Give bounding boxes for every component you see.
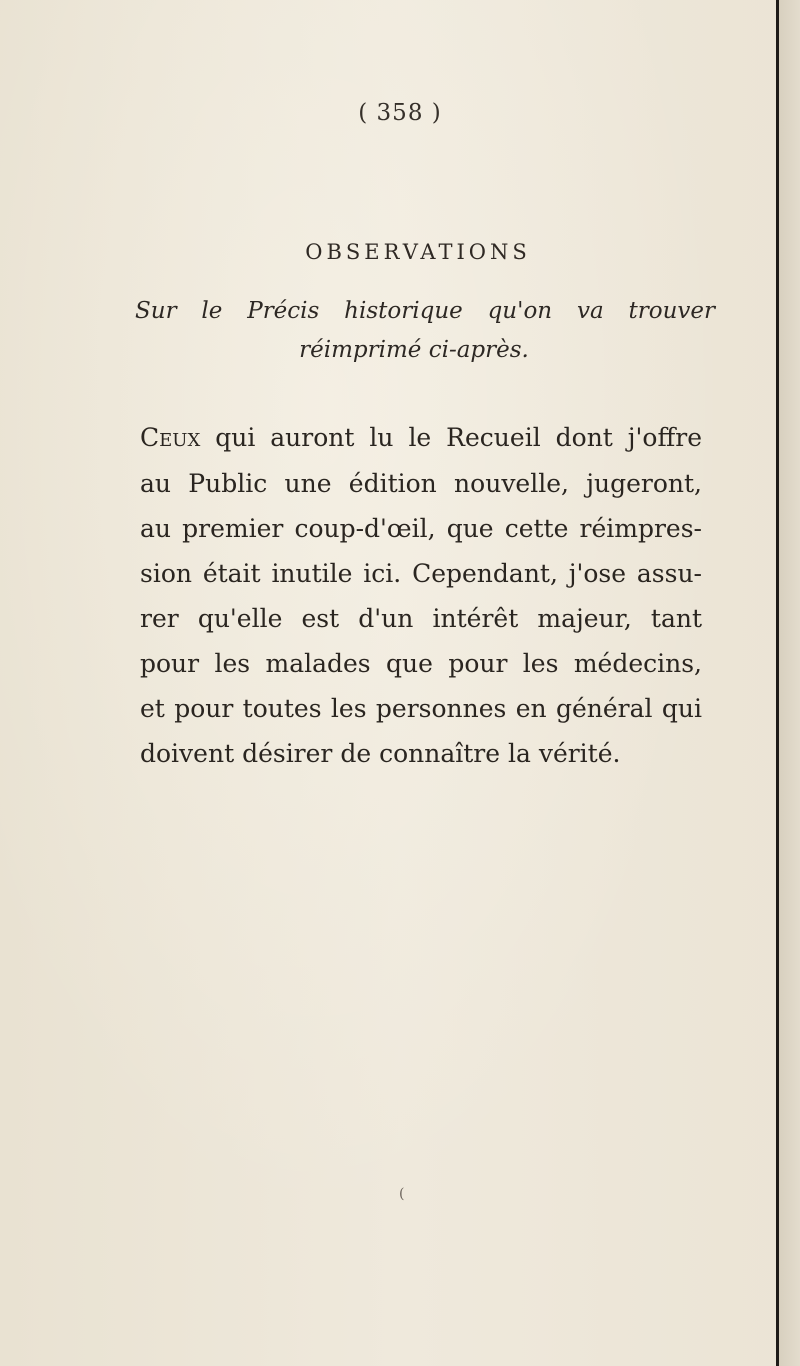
body-line-6: pour les malades que pour les médecins, bbox=[140, 649, 702, 678]
page-number: ( 358 ) bbox=[358, 100, 442, 126]
body-line-1 bbox=[140, 421, 702, 455]
drop-small-caps bbox=[140, 423, 702, 452]
subtitle-line-1: Sur le Précis historique qu'on va trouver bbox=[135, 298, 715, 324]
body-line-5: rer qu'elle est d'un intérêt majeur, tant bbox=[140, 604, 702, 633]
section-heading: OBSERVATIONS bbox=[305, 240, 531, 264]
body-line-4: sion était inutile ici. Cependant, j'ose assu- bbox=[140, 559, 702, 588]
stray-mark: ( bbox=[399, 1186, 405, 1202]
body-line-2: au Public une édition nouvelle, jugeront, bbox=[140, 469, 702, 498]
subtitle-line-2: réimprimé ci-après. bbox=[299, 337, 529, 363]
body-line-3: au premier coup-d'œil, que cette réimpres- bbox=[140, 514, 702, 543]
page-edge-strip bbox=[779, 0, 800, 1366]
printer-ornament-band-icon bbox=[170, 178, 610, 194]
body-line-8: doivent désirer de connaître la vérité. bbox=[140, 739, 621, 768]
body-line-7: et pour toutes les personnes en général qui bbox=[140, 694, 702, 723]
first-line-rest: qui auront lu le Recueil dont j'offre bbox=[200, 423, 702, 452]
first-word-small-caps: Ceux bbox=[140, 423, 201, 452]
